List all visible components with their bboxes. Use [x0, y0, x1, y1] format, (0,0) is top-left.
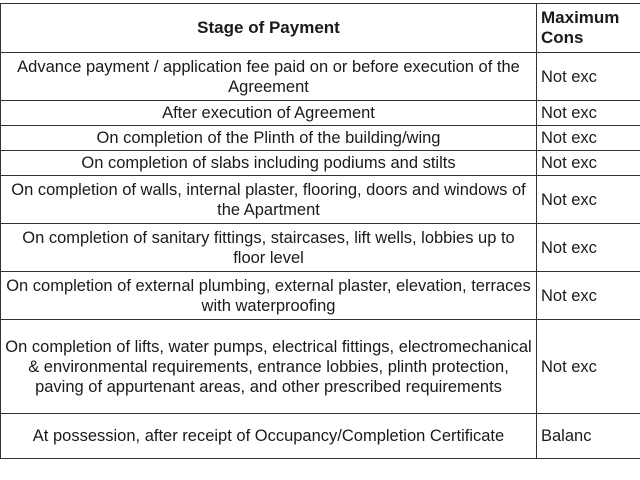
maximum-cell: Not exc [537, 151, 640, 176]
table-row [1, 53, 640, 101]
table-row [1, 101, 640, 126]
stage-cell: After execution of Agreement [1, 101, 537, 126]
table-header-row [1, 4, 640, 53]
stage-header: Stage of Payment [1, 4, 537, 53]
stage-cell: On completion of sanitary fittings, staircases, lift wells, lobbies up to floor level [1, 224, 537, 272]
maximum-cell: Balanc [537, 414, 640, 459]
stage-cell: On completion of slabs including podiums and stilts [1, 151, 537, 176]
maximum-cell: Not exc [537, 53, 640, 101]
stage-cell: On completion of external plumbing, external plaster, elevation, terraces with waterproofing [1, 272, 537, 320]
stage-cell: On completion of walls, internal plaster, flooring, doors and windows of the Apartment [1, 176, 537, 224]
maximum-cell: Not exc [537, 101, 640, 126]
maximum-cell: Not exc [537, 224, 640, 272]
maximum-header: Maximum Cons [537, 4, 640, 53]
stage-cell: Advance payment / application fee paid on or before execution of the Agreement [1, 53, 537, 101]
table-row [1, 224, 640, 272]
stage-cell: On completion of the Plinth of the building/wing [1, 126, 537, 151]
maximum-cell: Not exc [537, 176, 640, 224]
maximum-cell: Not exc [537, 320, 640, 414]
table-row [1, 126, 640, 151]
table-row [1, 176, 640, 224]
table-row [1, 272, 640, 320]
stage-cell: On completion of lifts, water pumps, electrical fittings, electromechanical & environmental requirements, entrance lobbies, plinth protection, paving of appurtenant areas, and other prescribed requirements [1, 320, 537, 414]
table-row [1, 151, 640, 176]
maximum-cell: Not exc [537, 126, 640, 151]
payment-schedule-table [0, 3, 640, 459]
table-row [1, 320, 640, 414]
stage-cell: At possession, after receipt of Occupancy/Completion Certificate [1, 414, 537, 459]
maximum-cell: Not exc [537, 272, 640, 320]
table-row [1, 414, 640, 459]
